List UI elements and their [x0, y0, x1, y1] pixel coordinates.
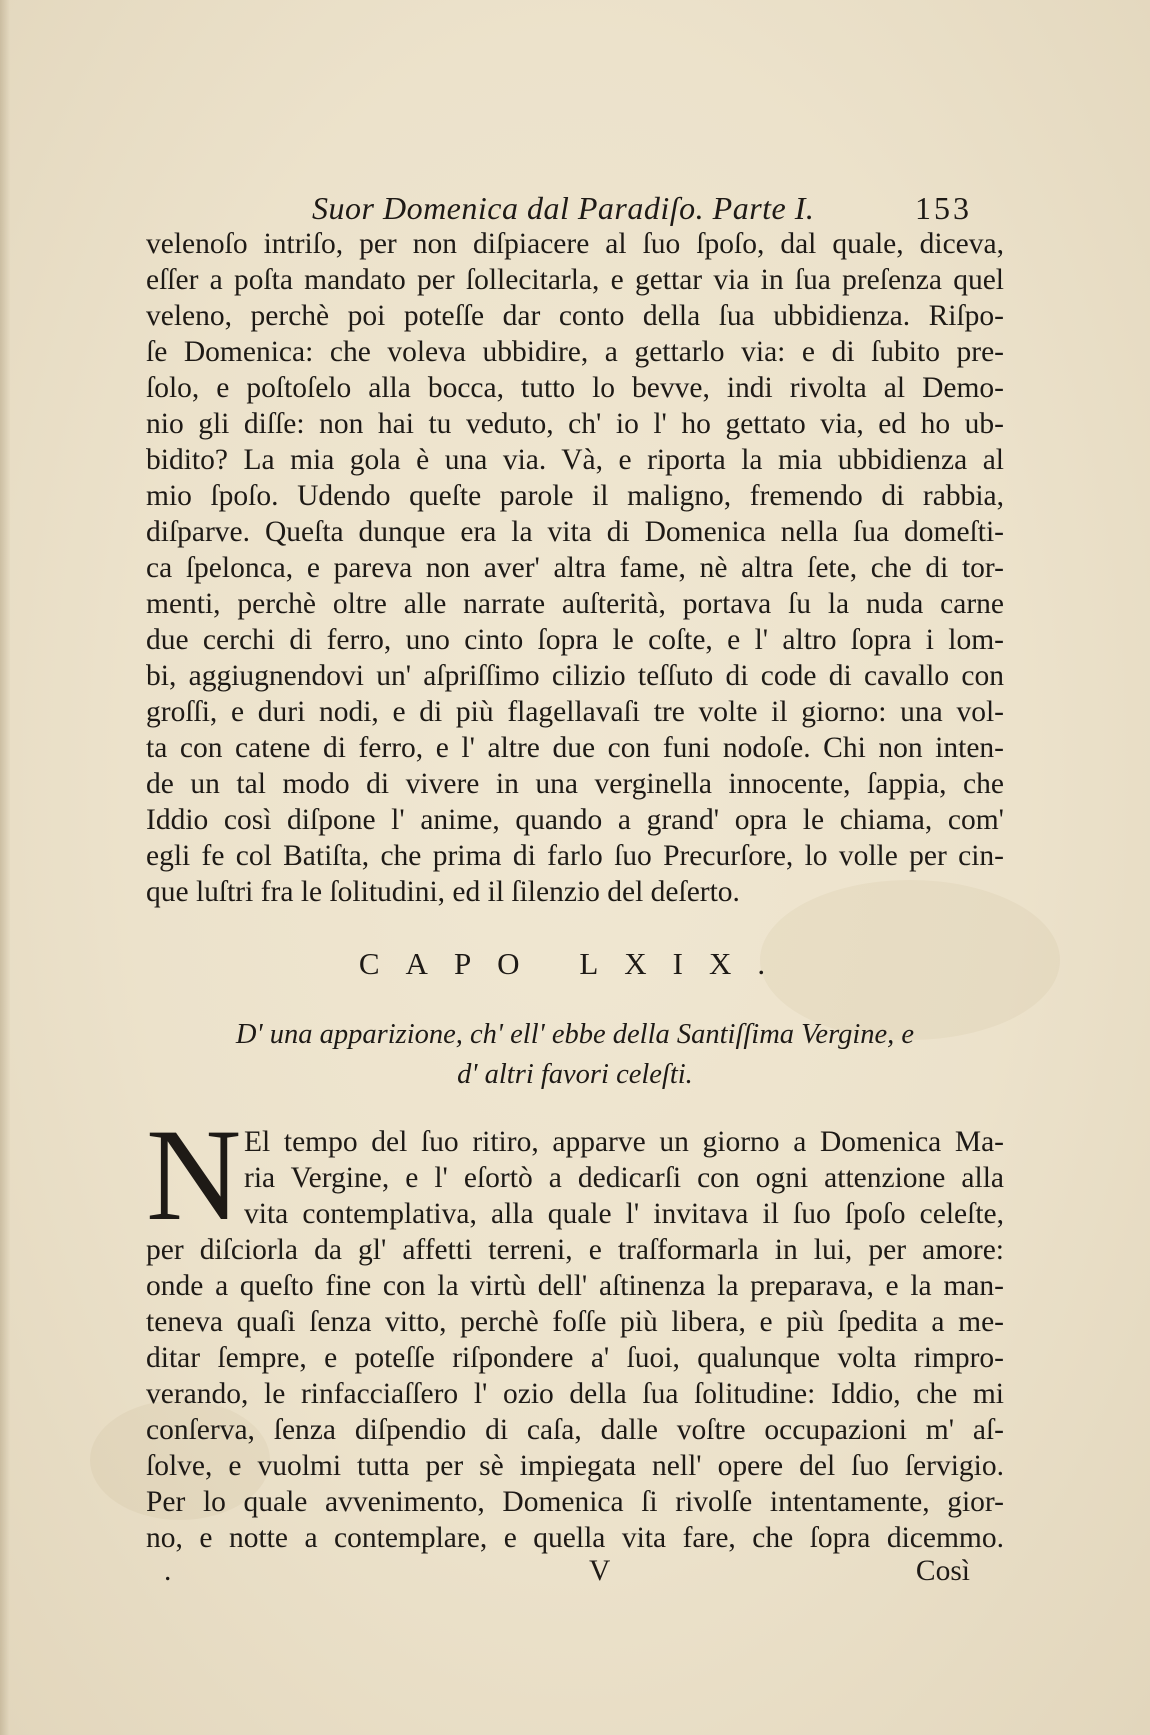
subtitle-line: D' una apparizione, ch' ell' ebbe della Santiſſima Vergine, e — [235, 1019, 915, 1050]
text-line: mio ſpoſo. Udendo queſte parole il maligno, fremendo di rabbia, — [146, 480, 1004, 512]
paragraph-2-indented — [244, 1124, 1004, 1232]
text-line: Per lo quale avvenimento, Domenica ſi rivolſe intentamente, gior- — [146, 1486, 1004, 1518]
running-title: Suor Domenica dal Paradiſo. Parte I. — [312, 190, 815, 226]
text-line: vita contemplativa, alla quale l' invitava il ſuo ſpoſo celeſte, — [244, 1198, 1004, 1230]
paragraph-1 — [146, 226, 1004, 910]
text-line: menti, perchè oltre alle narrate auſterità, portava ſu la nuda carne — [146, 588, 1004, 620]
text-line: due cerchi di ferro, uno cinto ſopra le coſte, e l' altro ſopra i lom- — [146, 624, 1004, 656]
text-line: bi, aggiugnendovi un' aſpriſſimo cilizio teſſuto di code di cavallo con — [146, 660, 1004, 692]
text-line: que luſtri fra le ſolitudini, ed il ſilenzio del deſerto. — [146, 876, 740, 908]
text-line: ta con catene di ferro, e l' altre due con funi nodoſe. Chi non inten- — [146, 732, 1004, 764]
text-line: per diſciorla da gl' affetti terreni, e traſformarla in lui, per amore: — [146, 1234, 1004, 1266]
text-line: velenoſo intriſo, per non diſpiacere al ſuo ſpoſo, dal quale, diceva, — [146, 228, 1004, 260]
text-line: verando, le rinfacciaſſero l' ozio della ſua ſolitudine: Iddio, che mi — [146, 1378, 1004, 1410]
catchword: Così — [915, 1555, 970, 1587]
text-line: onde a queſto fine con la virtù dell' aſtinenza la preparava, e la man- — [146, 1270, 1004, 1302]
paragraph-2 — [146, 1232, 1004, 1556]
text-line: de un tal modo di vivere in una verginella innocente, ſappia, che — [146, 768, 1004, 800]
running-header — [312, 188, 972, 228]
page-footer — [146, 1551, 1004, 1591]
subtitle-line: d' altri favori celeſti. — [457, 1059, 693, 1090]
text-line: teneva quaſi ſenza vitto, perchè foſſe più libera, e più ſpedita a me- — [146, 1306, 1004, 1338]
page-edge — [0, 0, 10, 1735]
text-line: ſe Domenica: che voleva ubbidire, a gettarlo via: e di ſubito pre- — [146, 336, 1004, 368]
footer-mark: . — [164, 1555, 172, 1587]
text-line: conſerva, ſenza diſpendio di caſa, dalle voſtre occupazioni m' aſ- — [146, 1414, 1004, 1446]
text-line: ria Vergine, e l' eſortò a dedicarſi con ogni attenzione alla — [244, 1162, 1004, 1194]
text-line: groſſi, e duri nodi, e di più flagellavaſi tre volte il giorno: una vol- — [146, 696, 1004, 728]
text-line: bidito? La mia gola è una via. Và, e riporta la mia ubbidienza al — [146, 444, 1004, 476]
text-line: ſolo, e poſtoſelo alla bocca, tutto lo bevve, indi rivolta al Demo- — [146, 372, 1004, 404]
chapter-subtitle — [146, 1015, 1004, 1095]
text-line: veleno, perchè poi poteſſe dar conto della ſua ubbidienza. Riſpo- — [146, 300, 1004, 332]
text-line: Iddio così diſpone l' anime, quando a grand' opra le chiama, com' — [146, 804, 1004, 836]
page-number: 153 — [915, 190, 972, 226]
text-line: eſſer a poſta mandato per ſollecitarla, e gettar via in ſua preſenza quel — [146, 264, 1004, 296]
text-line: no, e notte a contemplare, e quella vita fare, che ſopra dicemmo. — [146, 1522, 1004, 1554]
text-line: diſparve. Queſta dunque era la vita di Domenica nella ſua domeſti- — [146, 516, 1004, 548]
drop-cap: N — [146, 1101, 242, 1248]
text-line: ditar ſempre, e poteſſe riſpondere a' ſuoi, qualunque volta rimpro- — [146, 1342, 1004, 1374]
text-line: egli fe col Batiſta, che prima di farlo ſuo Precurſore, lo volle per cin- — [146, 840, 1004, 872]
chapter-heading: CAPO LXIX. — [358, 946, 792, 981]
text-line: nio gli diſſe: non hai tu veduto, ch' io l' ho gettato via, ed ho ub- — [146, 408, 1004, 440]
text-line: ſolve, e vuolmi tutta per sè impiegata nell' opere del ſuo ſervigio. — [146, 1450, 1004, 1482]
signature-mark: V — [589, 1555, 611, 1587]
text-line: ca ſpelonca, e pareva non aver' altra fame, nè altra ſete, che di tor- — [146, 552, 1004, 584]
text-line: El tempo del ſuo ritiro, apparve un giorno a Domenica Ma- — [244, 1126, 1004, 1158]
